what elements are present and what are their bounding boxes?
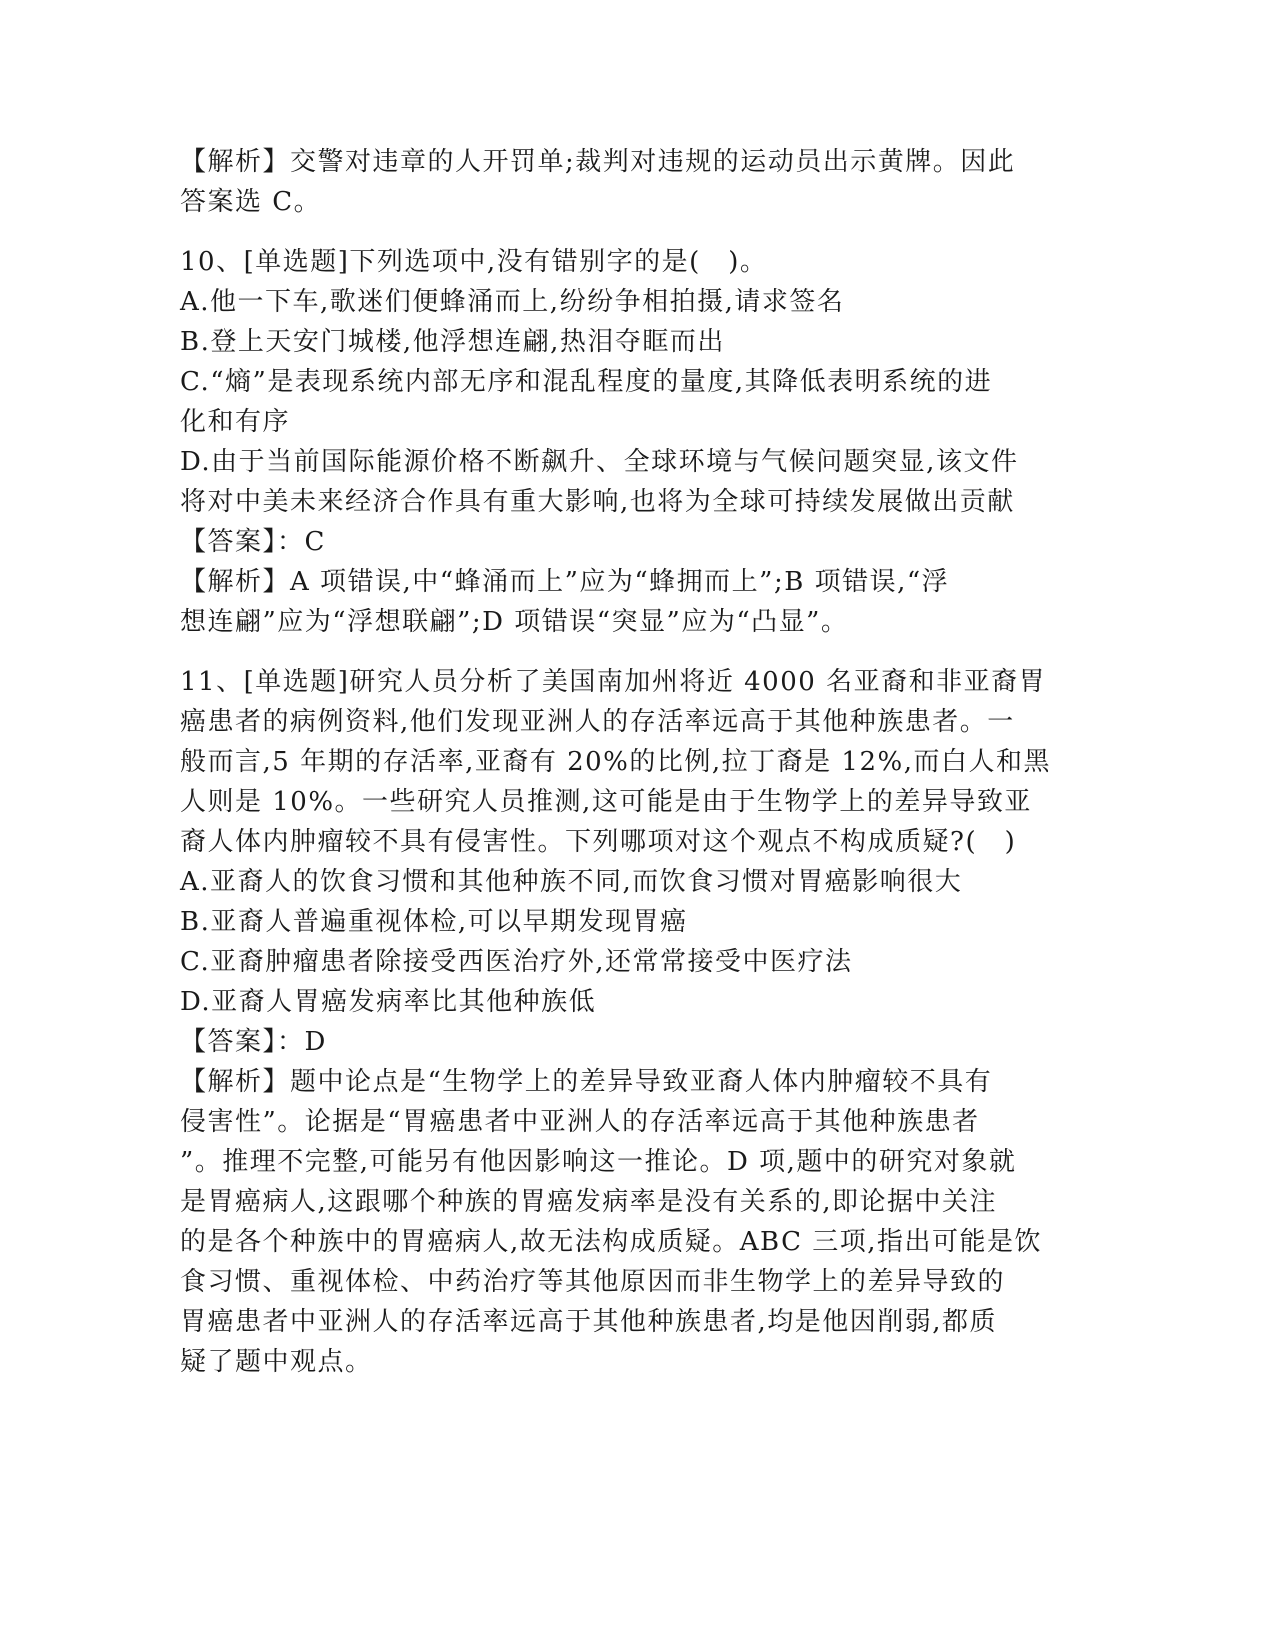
question-stem: 人则是 10%。一些研究人员推测,这可能是由于生物学上的差异导致亚 (180, 787, 1032, 817)
option-c: C.“熵”是表现系统内部无序和混乱程度的量度,其降低表明系统的进 (180, 367, 993, 397)
answer: 【答案】：D (180, 1027, 327, 1057)
option-b: B.亚裔人普遍重视体检,可以早期发现胃癌 (180, 907, 688, 937)
option-a: A.他一下车,歌迷们便蜂涌而上,纷纷争相拍摄,请求签名 (180, 287, 845, 317)
option-d: D.亚裔人胃癌发病率比其他种族低 (180, 987, 597, 1017)
option-a: A.亚裔人的饮食习惯和其他种族不同,而饮食习惯对胃癌影响很大 (180, 867, 963, 897)
option-c: C.亚裔肿瘤患者除接受西医治疗外,还常常接受中医疗法 (180, 947, 853, 977)
document-page (180, 142, 1051, 1382)
question-stem: 裔人体内肿瘤较不具有侵害性。下列哪项对这个观点不构成质疑?( ) (180, 827, 1017, 857)
analysis-line: 是胃癌病人,这跟哪个种族的胃癌发病率是没有关系的,即论据中关注 (180, 1187, 998, 1217)
option-d: D.由于当前国际能源价格不断飙升、全球环境与气候问题突显,该文件 (180, 447, 1019, 477)
question-stem: 10、[单选题]下列选项中,没有错别字的是( )。 (180, 247, 768, 277)
question-stem: 11、[单选题]研究人员分析了美国南加州将近 4000 名亚裔和非亚裔胃 (180, 667, 1047, 697)
analysis-line: 疑了题中观点。 (180, 1347, 373, 1377)
analysis-line: 【解析】A 项错误,中“蜂涌而上”应为“蜂拥而上”;B 项错误,“浮 (180, 567, 950, 597)
analysis-line: 侵害性”。论据是“胃癌患者中亚洲人的存活率远高于其他种族患者 (180, 1107, 980, 1137)
option-d-continued: 将对中美未来经济合作具有重大影响,也将为全球可持续发展做出贡献 (180, 487, 1015, 517)
question-10 (180, 242, 1040, 642)
question-11 (180, 662, 1051, 1382)
analysis-line: 【解析】交警对违章的人开罚单;裁判对违规的运动员出示黄牌。因此 (180, 147, 1016, 177)
question-stem: 癌患者的病例资料,他们发现亚洲人的存活率远高于其他种族患者。一 (180, 707, 1015, 737)
analysis-line: 【解析】题中论点是“生物学上的差异导致亚裔人体内肿瘤较不具有 (180, 1067, 993, 1097)
analysis-line: ”。推理不完整,可能另有他因影响这一推论。D 项,题中的研究对象就 (180, 1147, 1017, 1177)
analysis-line: 答案选 C。 (180, 187, 322, 217)
option-b: B.登上天安门城楼,他浮想连翩,热泪夺眶而出 (180, 327, 725, 357)
analysis-line: 食习惯、重视体检、中药治疗等其他原因而非生物学上的差异导致的 (180, 1267, 1006, 1297)
analysis-line: 胃癌患者中亚洲人的存活率远高于其他种族患者,均是他因削弱,都质 (180, 1307, 998, 1337)
q9-analysis (180, 142, 1040, 222)
answer: 【答案】：C (180, 527, 326, 557)
analysis-line: 的是各个种族中的胃癌病人,故无法构成质疑。ABC 三项,指出可能是饮 (180, 1227, 1043, 1257)
analysis-line: 想连翩”应为“浮想联翩”;D 项错误“突显”应为“凸显”。 (180, 607, 849, 637)
question-stem: 般而言,5 年期的存活率,亚裔有 20%的比例,拉丁裔是 12%,而白人和黑 (180, 747, 1051, 777)
option-c-continued: 化和有序 (180, 407, 291, 437)
